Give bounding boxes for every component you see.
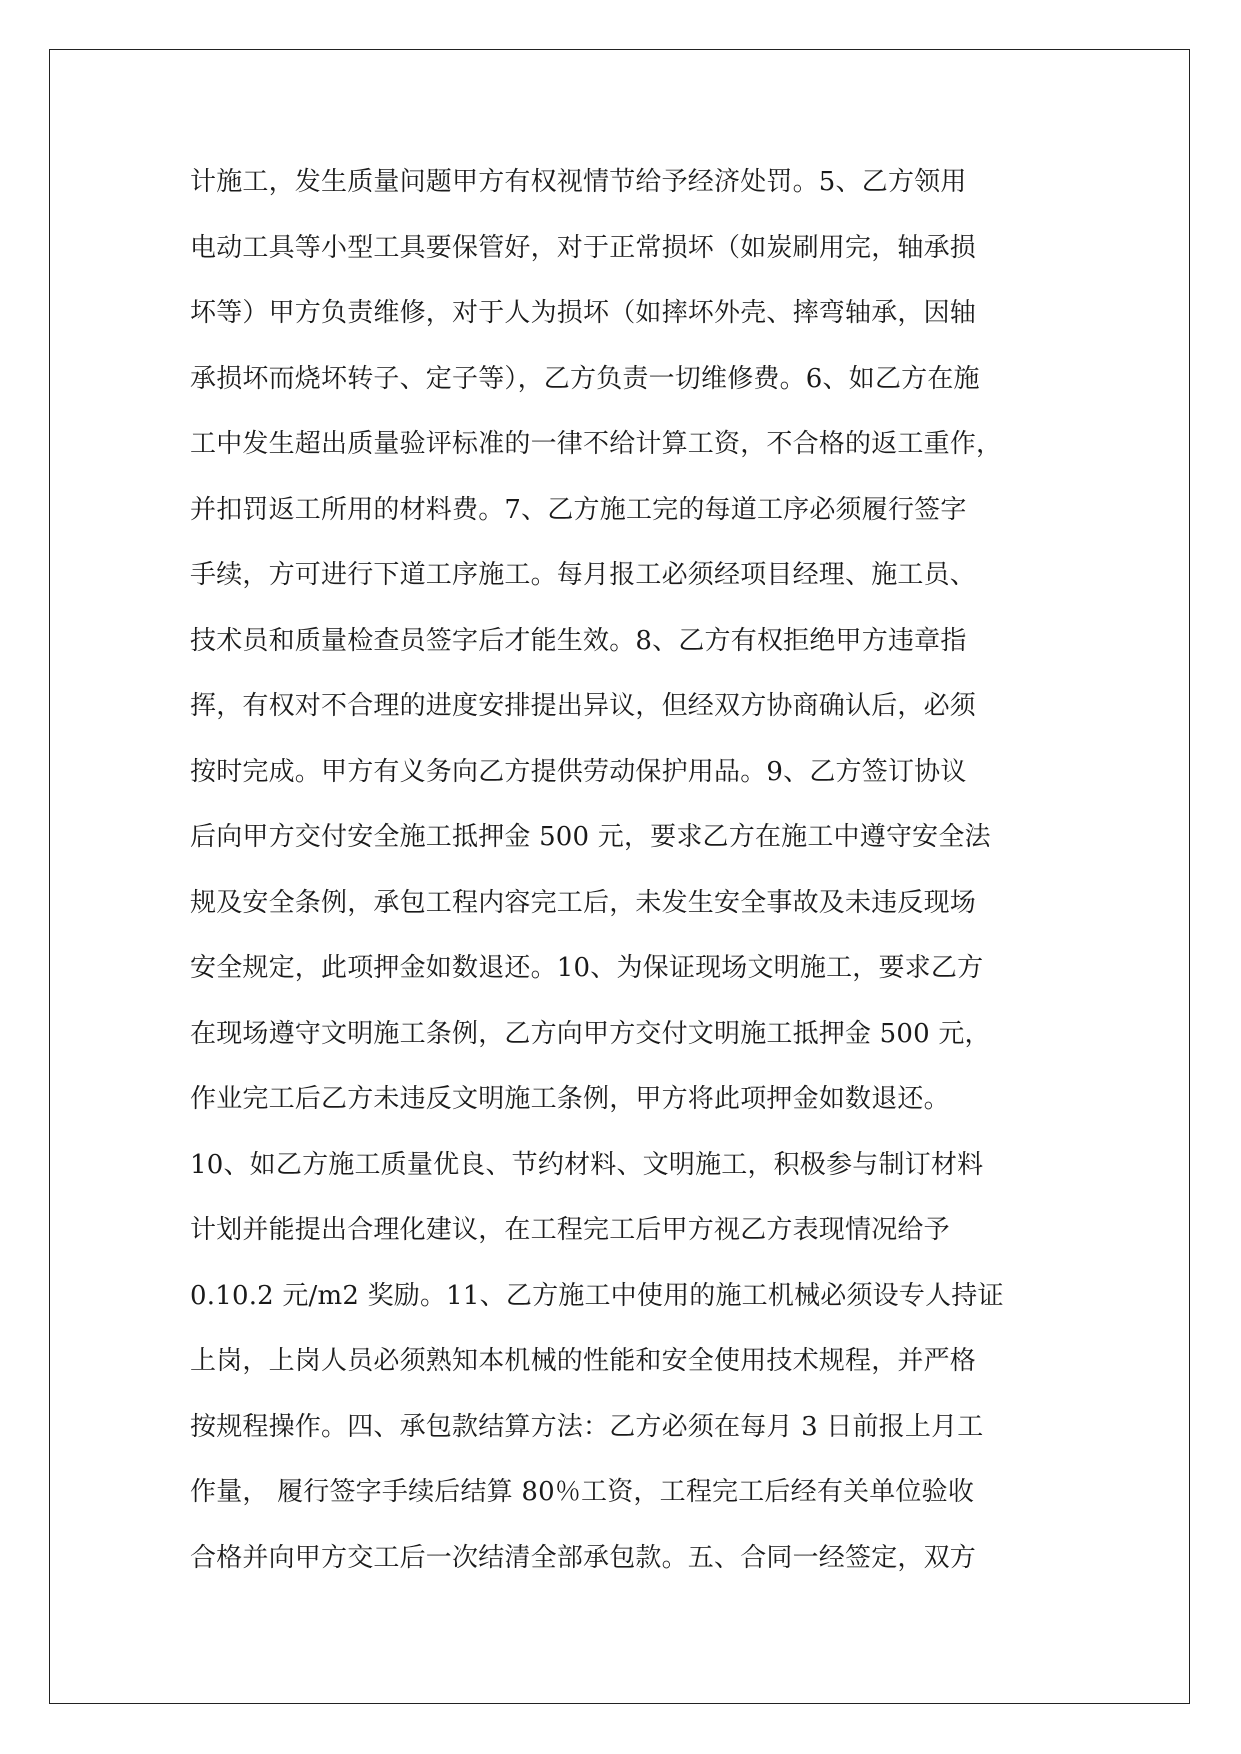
text-line: 在现场遵守文明施工条例，乙方向甲方交付文明施工抵押金 500 元， [190, 1018, 991, 1049]
text-line: 坏等）甲方负责维修，对于人为损坏（如摔坏外壳、摔弯轴承，因轴 [190, 298, 977, 328]
text-line: 并扣罚返工所用的材料费。7、乙方施工完的每道工序必须履行签字 [190, 494, 967, 525]
text-line: 承损坏而烧坏转子、定子等），乙方负责一切维修费。6、如乙方在施 [190, 363, 980, 394]
text-line: 后向甲方交付安全施工抵押金 500 元，要求乙方在施工中遵守安全法 [190, 822, 991, 852]
text-line: 按时完成。甲方有义务向乙方提供劳动保护用品。9、乙方签订协议 [190, 756, 967, 787]
text-line: 10、如乙方施工质量优良、节约材料、文明施工，积极参与制订材料 [190, 1149, 984, 1180]
text-line: 上岗，上岗人员必须熟知本机械的性能和安全使用技术规程，并严格 [190, 1346, 977, 1376]
text-line: 0.10.2 元/m2 奖励。11、乙方施工中使用的施工机械必须设专人持证 [190, 1280, 1004, 1311]
text-line: 技术员和质量检查员签字后才能生效。8、乙方有权拒绝甲方违章指 [190, 625, 967, 656]
text-line: 计施工，发生质量问题甲方有权视情节给予经济处罚。5、乙方领用 [190, 167, 967, 197]
text-line: 按规程操作。四、承包款结算方法：乙方必须在每月 3 日前报上月工 [190, 1411, 984, 1442]
text-line: 工中发生超出质量验评标准的一律不给计算工资，不合格的返工重作， [190, 429, 1003, 459]
text-line: 电动工具等小型工具要保管好，对于正常损坏（如炭刷用完，轴承损 [190, 232, 977, 263]
document-body [190, 160, 1070, 1601]
text-line: 作业完工后乙方未违反文明施工条例，甲方将此项押金如数退还。 [190, 1084, 950, 1114]
text-line: 计划并能提出合理化建议，在工程完工后甲方视乙方表现情况给予 [190, 1215, 950, 1245]
text-line: 作量， 履行签字手续后结算 80％工资，工程完工后经有关单位验收 [190, 1477, 975, 1507]
text-line: 手续，方可进行下道工序施工。每月报工必须经项目经理、施工员、 [190, 560, 977, 590]
text-line: 安全规定，此项押金如数退还。10、为保证现场文明施工，要求乙方 [190, 953, 984, 983]
text-line: 合格并向甲方交工后一次结清全部承包款。五、合同一经签定，双方 [190, 1542, 977, 1573]
text-line: 挥，有权对不合理的进度安排提出异议，但经双方协商确认后，必须 [190, 691, 977, 721]
text-line: 规及安全条例，承包工程内容完工后，未发生安全事故及未违反现场 [190, 887, 977, 918]
